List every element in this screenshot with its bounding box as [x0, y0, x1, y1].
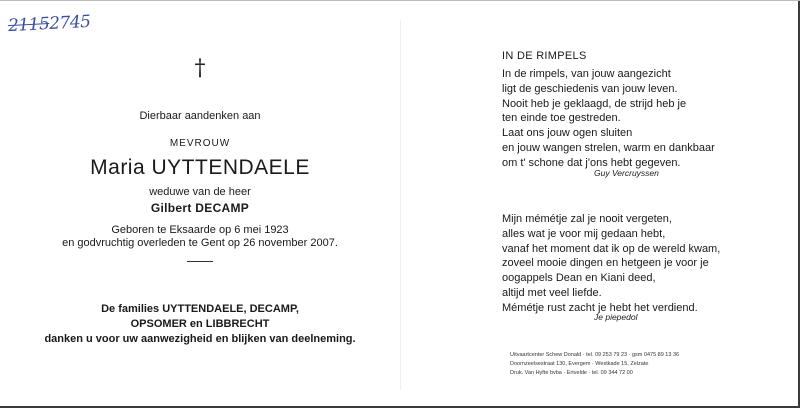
poem-line: en jouw wangen strelen, warm en dankbaar — [502, 141, 715, 154]
poem-line: zoveel mooie dingen en hetgeen je voor je — [502, 257, 709, 270]
poem-line: altijd met veel liefde. — [502, 286, 602, 299]
husband-name: Gilbert DECAMP — [150, 201, 250, 215]
poem-line: In de rimpels, van jouw aangezicht — [502, 68, 671, 80]
poem-line: ligt de geschiedenis van jouw leven. — [502, 82, 678, 95]
poem-line: ten einde toe gestreden. — [502, 112, 621, 125]
printer-line: Uitvaartcenter Schew Donald · tel. 09 253 79 23 · gsm 0475 89 13 36 — [510, 352, 680, 358]
widow-of-text: weduwe van de heer — [149, 186, 251, 198]
poem-1-author: Guy Vercruyssen — [594, 168, 659, 178]
fold-line — [400, 20, 401, 390]
cross-icon: † — [194, 56, 206, 81]
handwritten-struck-number: 2115 — [7, 14, 50, 37]
dedication-text: Dierbaar aandenken aan — [139, 110, 261, 122]
poem-line: om t' schone dat j'ons hebt gegeven. — [502, 156, 681, 169]
poem-line: vanaf het moment dat ik op de wereld kwam, — [502, 242, 721, 255]
poem-line: Mémétje rust zacht je hebt het verdiend. — [502, 301, 698, 314]
honorific: MEVROUW — [169, 138, 231, 149]
poem-line: oogappels Dean en Kiani deed, — [502, 272, 656, 285]
divider — [187, 261, 213, 262]
deceased-name: Maria UYTTENDAELE — [90, 156, 310, 179]
death-text: en godvruchtig overleden te Gent op 26 november 2007. — [62, 237, 338, 249]
poem-title: IN DE RIMPELS — [502, 50, 587, 62]
poem-line: Mijn mémétje zal je nooit vergeten, — [502, 213, 672, 225]
birth-text: Geboren te Eksaarde op 6 mei 1923 — [111, 224, 289, 236]
poem-line: Nooit heb je geklaagd, de strijd heb je — [502, 97, 687, 110]
families-line-2: OPSOMER en LIBBRECHT — [130, 318, 270, 330]
poem-1 — [502, 67, 715, 171]
handwritten-number: 2745 — [48, 11, 91, 34]
families-line-1: De families UYTTENDAELE, DECAMP, — [101, 303, 299, 315]
poem-line: alles wat je voor mij gedaan hebt, — [502, 227, 666, 240]
printer-info — [510, 351, 679, 378]
printer-line: Doornzeelsestraat 130, Evergem · Westkade 15, Zelzate — [510, 361, 649, 367]
printer-line: Druk. Van Hyfte bvba · Ertvelde · tel. 09 344 72 00 — [510, 370, 633, 376]
poem-2 — [502, 212, 721, 316]
poem-line: Laat ons jouw ogen sluiten — [502, 127, 633, 140]
thanks-text: danken u voor uw aanwezigheid en blijken van deelneming. — [44, 333, 356, 345]
poem-2-author: Je piepedol — [594, 312, 638, 322]
